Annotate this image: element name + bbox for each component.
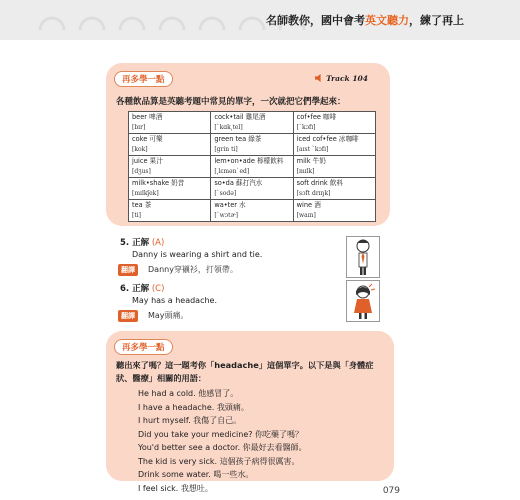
vocab-word: cof•fee 咖啡 <box>296 113 337 121</box>
vocab-cell <box>211 178 293 200</box>
vocab-phonetic: [grin ti] <box>214 145 238 153</box>
vocab-word: milk•shake 奶昔 <box>132 179 185 187</box>
vocab-word: lem•on•ade 檸檬飲料 <box>214 157 284 165</box>
vocab-phonetic: [kok] <box>132 145 148 153</box>
vocab-word: cock•tail 雞尾酒 <box>214 113 266 121</box>
q6-translation-badge: 翻譯 <box>118 310 138 322</box>
learn-more-tag-2: 再多學一點 <box>114 339 173 355</box>
vocab-cell <box>129 156 211 178</box>
vocab-word: wine 酒 <box>296 201 321 209</box>
speaker-icon <box>315 74 323 82</box>
vocab-cell <box>293 134 375 156</box>
vocab-phonetic: [ˋkɑk͵tel] <box>214 123 243 131</box>
symptom-phrases-list <box>138 387 307 495</box>
vocab-phonetic: [ti] <box>132 211 142 219</box>
symptom-phrase: The kid is very sick. 這個孩子病得很厲害。 <box>138 456 300 466</box>
vocab-word: beer 啤酒 <box>132 113 163 121</box>
vocab-phonetic: [ˋwɔtɚ] <box>214 211 238 219</box>
vocab-cell <box>211 134 293 156</box>
vocab-phonetic: [bɪr] <box>132 123 146 131</box>
vocab-phonetic: [ˋsodə] <box>214 189 237 197</box>
running-title: 名師教你，國中會考英文聽力，練了再上 <box>266 14 464 27</box>
vocab-cell <box>129 134 211 156</box>
vocab-word: green tea 綠茶 <box>214 135 262 143</box>
symptom-phrase: I hurt myself. 我傷了自己。 <box>138 416 242 425</box>
vocab-phonetic: [sɔft drɪŋk] <box>296 189 331 197</box>
vocab-word: juice 果汁 <box>132 157 163 165</box>
vocab-phonetic: [͵lɛmənˋed] <box>214 167 250 175</box>
vocab-cell <box>211 112 293 134</box>
vocab-phonetic: [mɪlk] <box>296 167 315 175</box>
vocab-word: tea 茶 <box>132 201 152 209</box>
vocab-word: so•da 蘇打汽水 <box>214 179 263 187</box>
girl-headache-illustration <box>346 280 380 322</box>
vocab-cell <box>211 156 293 178</box>
q6-sentence: May has a headache. <box>132 296 218 305</box>
track-label: Track 104 <box>315 74 368 83</box>
vocab-phonetic: [aɪst ˋkɔfɪ] <box>296 145 329 153</box>
vocab-phonetic: [mɪlkʃek] <box>132 189 159 197</box>
vocab-row <box>129 112 376 134</box>
symptom-phrase: He had a cold. 他感冒了。 <box>138 389 239 398</box>
learn-more-tag: 再多學一點 <box>114 71 173 87</box>
vocab-intro: 各種飲品算是英聽考題中常見的單字，一次就把它們學起來： <box>116 97 346 107</box>
vocab-row <box>129 200 376 222</box>
boy-shirt-tie-illustration <box>346 236 380 278</box>
vocab-word: milk 牛奶 <box>296 157 326 165</box>
symptom-phrase: I have a headache. 我頭痛。 <box>138 402 249 412</box>
vocab-row <box>129 156 376 178</box>
symptom-phrase: I feel sick. 我想吐。 <box>138 483 213 493</box>
vocab-row <box>129 178 376 200</box>
vocab-word: soft drink 飲料 <box>296 179 344 187</box>
q5-answer: 5. 正解 (A) <box>120 238 165 248</box>
vocab-cell <box>293 200 375 222</box>
vocab-row <box>129 134 376 156</box>
q5-sentence: Danny is wearing a shirt and tie. <box>132 250 263 259</box>
vocab-word: iced cof•fee 冰咖啡 <box>296 135 359 143</box>
vocab-cell <box>293 112 375 134</box>
vocab-cell <box>129 178 211 200</box>
q5-translation-badge: 翻譯 <box>118 264 138 276</box>
q5-translation: Danny穿襯衫，打領帶。 <box>148 265 238 274</box>
vocab-word: coke 可樂 <box>132 135 163 143</box>
drinks-vocab-table <box>128 111 376 222</box>
vocabulary-box <box>106 63 390 226</box>
page-header <box>0 0 520 40</box>
symptom-phrase: Drink some water. 喝一些水。 <box>138 470 254 479</box>
vocab-phonetic: [dʒus] <box>132 167 151 175</box>
vocab-cell <box>129 112 211 134</box>
symptoms-intro: 聽出來了嗎？這一題考你「headache」這個單字。以下是與「身體症狀、醫療」相關的用語： <box>116 360 374 383</box>
q6-translation: May頭痛。 <box>148 311 189 320</box>
vocab-cell <box>293 178 375 200</box>
vocab-cell <box>129 200 211 222</box>
vocab-phonetic: [ˋkɔfɪ] <box>296 123 316 131</box>
symptom-phrase: Did you take your medicine? 你吃藥了嗎？ <box>138 429 304 439</box>
page-number: 079 <box>382 486 400 496</box>
vocab-cell <box>211 200 293 222</box>
vocab-phonetic: [waɪn] <box>296 211 316 219</box>
vocab-word: wa•ter 水 <box>214 201 246 209</box>
vocab-cell <box>293 156 375 178</box>
q6-answer: 6. 正解 (C) <box>120 284 165 294</box>
symptoms-box <box>106 331 394 493</box>
symptom-phrase: You'd better see a doctor. 你最好去看醫師。 <box>138 443 307 452</box>
